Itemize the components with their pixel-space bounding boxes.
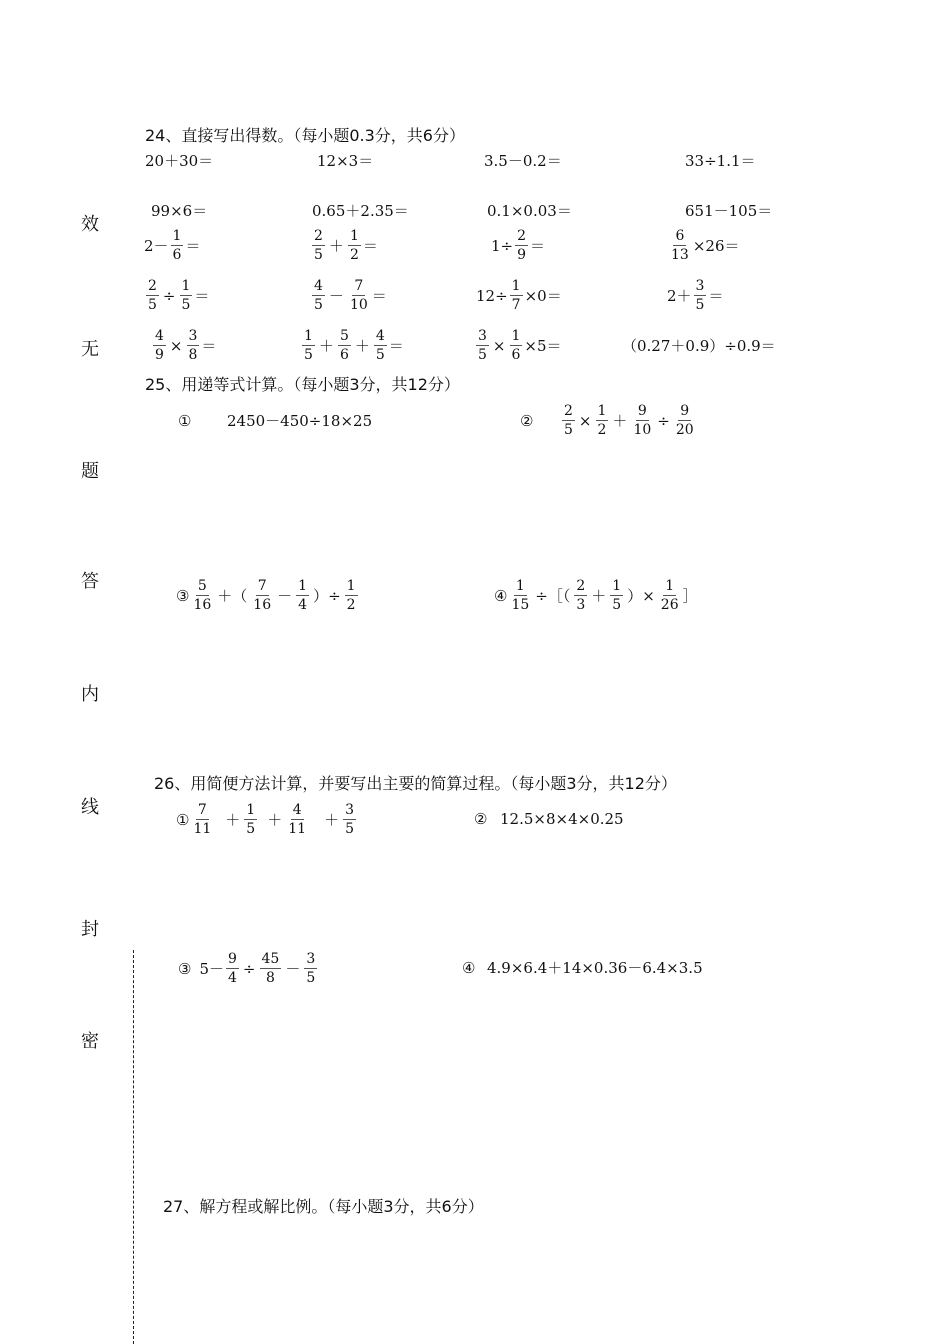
numerator: 9 <box>228 951 237 967</box>
problem-mark: ③ <box>176 586 190 605</box>
q24-item: 651－105＝ <box>685 202 773 220</box>
fraction <box>338 328 351 363</box>
q26-p2-mark: ② <box>474 810 488 828</box>
numerator: 1 <box>246 802 256 818</box>
numerator: 5 <box>197 578 207 594</box>
q24-item <box>667 278 723 313</box>
fraction <box>476 328 489 363</box>
denominator: 16 <box>193 597 212 613</box>
q26-p1-expr <box>176 802 358 837</box>
q25-p3-expr <box>176 578 360 613</box>
operator: × <box>578 411 592 430</box>
problem-mark: ③ <box>178 959 192 978</box>
numerator: 2 <box>576 578 586 594</box>
denominator: 5 <box>246 821 256 837</box>
numerator: 45 <box>261 951 280 967</box>
side-label-char: 密 <box>81 1031 99 1052</box>
operator: ）× <box>627 586 655 605</box>
numerator: 3 <box>478 328 487 344</box>
expr-text: 12÷ <box>476 286 508 305</box>
fraction <box>343 802 356 837</box>
fraction <box>191 578 213 613</box>
denominator: 6 <box>511 347 521 363</box>
numerator: 4 <box>292 802 302 818</box>
denominator: 5 <box>181 297 191 313</box>
denominator: 6 <box>339 347 349 363</box>
fraction <box>286 802 308 837</box>
denominator: 16 <box>253 597 272 613</box>
expr-text: ＝ <box>362 236 378 255</box>
numerator: 1 <box>298 578 308 594</box>
expr-text: 5－ <box>199 959 224 978</box>
denominator: 5 <box>304 347 313 363</box>
denominator: 8 <box>188 347 198 363</box>
q25-title: 25、用递等式计算。（每小题3分，共12分） <box>145 375 460 394</box>
q24-item <box>144 228 200 263</box>
denominator: 3 <box>576 597 586 613</box>
expr-text: ＝ <box>708 286 724 305</box>
fraction <box>348 228 361 263</box>
operator: × <box>169 336 183 355</box>
numerator: 1 <box>511 328 521 344</box>
q26-title: 26、用简便方法计算，并要写出主要的简算过程。（每小题3分，共12分） <box>154 774 677 793</box>
operator: ÷ <box>162 286 176 305</box>
numerator: 1 <box>511 278 521 294</box>
q24-item: 33÷1.1＝ <box>685 152 756 170</box>
denominator: 5 <box>695 297 705 313</box>
q24-item: 12×3＝ <box>317 152 374 170</box>
fraction <box>146 278 159 313</box>
numerator: 4 <box>375 328 385 344</box>
denominator: 13 <box>671 247 689 263</box>
q24-item <box>476 278 562 313</box>
numerator: 1 <box>612 578 622 594</box>
denominator: 5 <box>564 422 573 438</box>
numerator: 3 <box>306 951 316 967</box>
numerator: 5 <box>339 328 349 344</box>
denominator: 5 <box>314 297 323 313</box>
fraction <box>631 403 653 438</box>
operator: ＋ <box>591 586 607 605</box>
expr-text: ＝ <box>201 336 217 355</box>
numerator: 3 <box>188 328 198 344</box>
q24-item <box>474 328 562 363</box>
fraction <box>515 228 528 263</box>
fraction <box>304 951 317 986</box>
q25-p2-mark: ② <box>520 412 534 430</box>
operator: － <box>285 959 301 978</box>
q26-p4-expr: 4.9×6.4＋14×0.36－6.4×3.5 <box>487 959 703 977</box>
q27-title: 27、解方程或解比例。（每小题3分，共6分） <box>163 1197 484 1216</box>
denominator: 4 <box>298 597 308 613</box>
fraction <box>312 228 325 263</box>
fraction <box>345 578 358 613</box>
numerator: 2 <box>148 278 157 294</box>
q26-p3-expr <box>178 951 319 986</box>
side-label-char: 答 <box>81 571 99 592</box>
fraction <box>509 578 531 613</box>
q24-item: 0.65＋2.35＝ <box>312 202 409 220</box>
numerator: 7 <box>197 802 207 818</box>
fraction <box>574 578 587 613</box>
numerator: 2 <box>564 403 573 419</box>
fraction <box>180 278 193 313</box>
q24-item: 0.1×0.03＝ <box>487 202 572 220</box>
denominator: 10 <box>633 422 652 438</box>
denominator: 15 <box>511 597 530 613</box>
q24-item <box>310 228 378 263</box>
fraction <box>659 578 681 613</box>
denominator: 9 <box>517 247 527 263</box>
expr-text: 2＋ <box>667 286 692 305</box>
numerator: 7 <box>354 278 364 294</box>
numerator: 1 <box>304 328 313 344</box>
q26-p2-expr: 12.5×8×4×0.25 <box>500 810 624 828</box>
q25-p4-expr <box>494 578 698 613</box>
expr-text: ×5＝ <box>524 336 562 355</box>
fraction <box>694 278 707 313</box>
operator: ＋（ <box>217 586 248 605</box>
q24-item: 3.5－0.2＝ <box>484 152 562 170</box>
fraction <box>596 403 609 438</box>
q24-item <box>491 228 545 263</box>
operator: × <box>492 336 506 355</box>
q24-item <box>144 278 209 313</box>
fraction <box>374 328 387 363</box>
fraction <box>191 802 213 837</box>
fraction <box>251 578 273 613</box>
numerator: 4 <box>155 328 164 344</box>
denominator: 11 <box>193 821 212 837</box>
expr-text: 2－ <box>144 236 169 255</box>
q24-item: 99×6＝ <box>151 202 208 220</box>
numerator: 1 <box>349 228 359 244</box>
numerator: 6 <box>675 228 685 244</box>
q24-item <box>151 328 216 363</box>
operator: ÷ <box>242 959 256 978</box>
problem-mark: ④ <box>494 586 508 605</box>
operator: ＋ <box>318 336 334 355</box>
fraction <box>244 802 257 837</box>
denominator: 10 <box>349 297 368 313</box>
operator: ÷［（ <box>535 586 571 605</box>
expr-text: 1÷ <box>491 236 514 255</box>
operator: ÷ <box>657 411 670 430</box>
operator: ＋ <box>354 336 370 355</box>
q25-p2-expr <box>560 403 698 438</box>
q24-item: （0.27＋0.9）÷0.9＝ <box>622 337 776 355</box>
fraction <box>669 228 691 263</box>
fraction <box>296 578 309 613</box>
denominator: 9 <box>155 347 164 363</box>
q24-item <box>310 278 387 313</box>
denominator: 11 <box>288 821 307 837</box>
fraction <box>302 328 315 363</box>
seal-cut-line <box>133 950 134 1344</box>
q25-p1-mark: ① <box>178 412 192 430</box>
side-label-char: 内 <box>81 684 99 705</box>
operator: ＋ <box>328 236 344 255</box>
operator: ＋ <box>612 411 628 430</box>
side-label-char: 效 <box>81 214 99 235</box>
expr-text: ×26＝ <box>692 236 740 255</box>
expr-text: ＝ <box>530 236 546 255</box>
denominator: 2 <box>597 422 607 438</box>
denominator: 5 <box>148 297 157 313</box>
operator: ＋ <box>324 810 340 829</box>
numerator: 1 <box>346 578 356 594</box>
side-label-char: 线 <box>81 797 99 818</box>
denominator: 5 <box>314 247 323 263</box>
fraction <box>187 328 200 363</box>
q24-title: 24、直接写出得数。（每小题0.3分，共6分） <box>145 126 465 145</box>
q25-p1-expr: 2450－450÷18×25 <box>227 412 373 430</box>
denominator: 5 <box>375 347 385 363</box>
fraction <box>610 578 623 613</box>
denominator: 2 <box>346 597 356 613</box>
denominator: 7 <box>511 297 521 313</box>
expr-text: ＝ <box>185 236 201 255</box>
numerator: 1 <box>181 278 191 294</box>
numerator: 9 <box>680 403 690 419</box>
denominator: 26 <box>660 597 679 613</box>
denominator: 5 <box>612 597 622 613</box>
operator: ＋ <box>225 810 241 829</box>
numerator: 1 <box>665 578 675 594</box>
fraction <box>510 278 523 313</box>
denominator: 8 <box>265 970 275 986</box>
fraction <box>312 278 325 313</box>
operator: ＋ <box>267 810 283 829</box>
numerator: 1 <box>172 228 182 244</box>
fraction <box>674 403 696 438</box>
numerator: 3 <box>695 278 705 294</box>
q26-p4-mark: ④ <box>462 959 476 977</box>
denominator: 6 <box>172 247 182 263</box>
numerator: 4 <box>314 278 323 294</box>
numerator: 9 <box>637 403 647 419</box>
denominator: 5 <box>345 821 354 837</box>
expr-text: ＝ <box>371 286 387 305</box>
fraction <box>348 278 370 313</box>
expr-text: ×0＝ <box>524 286 562 305</box>
denominator: 20 <box>675 422 694 438</box>
denominator: 5 <box>306 970 316 986</box>
problem-mark: ① <box>176 810 190 829</box>
numerator: 1 <box>515 578 525 594</box>
q24-item <box>300 328 404 363</box>
q24-item <box>667 228 739 263</box>
fraction <box>562 403 575 438</box>
denominator: 2 <box>349 247 359 263</box>
side-label-char: 无 <box>81 339 99 360</box>
fraction <box>171 228 184 263</box>
fraction <box>153 328 166 363</box>
side-label-char: 封 <box>81 919 99 940</box>
numerator: 3 <box>345 802 354 818</box>
operator: ）÷ <box>313 586 341 605</box>
expr-text: ＝ <box>194 286 210 305</box>
fraction <box>226 951 239 986</box>
expr-text: ＝ <box>388 336 404 355</box>
q24-item: 20＋30＝ <box>145 152 214 170</box>
side-label-char: 题 <box>81 461 99 482</box>
operator: － <box>277 586 293 605</box>
numerator: 2 <box>517 228 527 244</box>
denominator: 4 <box>228 970 237 986</box>
fraction <box>260 951 282 986</box>
numerator: 1 <box>597 403 607 419</box>
numerator: 7 <box>257 578 267 594</box>
fraction <box>510 328 523 363</box>
operator: － <box>328 286 344 305</box>
denominator: 5 <box>478 347 487 363</box>
expr-text: ］ <box>682 586 698 605</box>
numerator: 2 <box>314 228 323 244</box>
